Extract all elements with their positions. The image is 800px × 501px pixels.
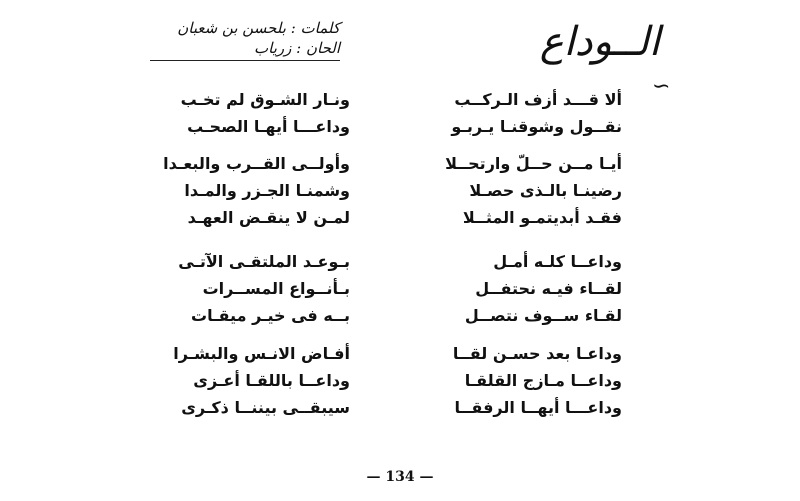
verse-line: ألا قـــد أزف الـركــب xyxy=(454,90,622,109)
stanza-3-right xyxy=(400,248,622,329)
verse-line: رضينـا بالـذى حصـلا xyxy=(469,181,622,200)
verse-line: وداعــا كلـه أمـل xyxy=(493,252,622,271)
ornament-flourish: ∽ xyxy=(652,74,671,99)
stanza-1-right xyxy=(400,86,622,140)
stanza-3-left xyxy=(128,248,350,329)
verse-line: فقـد أبديتمـو المثــلا xyxy=(462,208,622,227)
verse-line: لقـاء ســوف نتصــل xyxy=(464,306,622,325)
stanza-1-left xyxy=(128,86,350,140)
credits-block xyxy=(150,18,340,61)
verse-line: بـوعـد الملتقـى الآتـى xyxy=(178,252,350,271)
verse-line: وداعـا بعد حسـن لقــا xyxy=(452,344,622,363)
stanza-4-left xyxy=(128,340,350,421)
verse-line: أفـاض الانـس والبشـرا xyxy=(173,344,350,363)
verse-line: وداعـــا أيهـا الصحـب xyxy=(187,117,350,136)
credits-underline xyxy=(150,60,340,61)
verse-line: وشمنـا الجـزر والمـدا xyxy=(184,181,350,200)
stanza-2-left xyxy=(128,150,350,231)
song-title: الــوداع xyxy=(539,19,660,65)
verse-line: ونـار الشـوق لم تخـب xyxy=(180,90,350,109)
verse-line: بــه فى خيـر ميقـات xyxy=(190,306,350,325)
stanza-2-right xyxy=(400,150,622,231)
credits-music: الحان : زرياب xyxy=(254,39,340,57)
verse-line: بـأنــواع المســرات xyxy=(202,279,350,298)
page-number: — 134 — xyxy=(366,469,434,485)
verse-line: أيـا مــن حــلّ وارتحــلا xyxy=(445,154,622,173)
credits-lyrics: كلمات : بلحسن بن شعبان xyxy=(177,19,340,37)
verse-line: وداعــا مـازج القلقـا xyxy=(464,371,622,390)
verse-line: وداعـــا أيهــا الرفقــا xyxy=(454,398,622,417)
verse-line: سيبقــى بيننــا ذكـرى xyxy=(181,398,350,417)
verse-line: نقــول وشوقنـا يـربـو xyxy=(451,117,622,136)
stanza-4-right xyxy=(400,340,622,421)
verse-line: لمـن لا ينقـض العهـد xyxy=(187,208,350,227)
verse-line: وأولــى القــرب والبعـدا xyxy=(163,154,350,173)
verse-line: لقــاء فيـه نحتفــل xyxy=(475,279,622,298)
verse-line: وداعــا باللقـا أعـزى xyxy=(193,371,350,390)
